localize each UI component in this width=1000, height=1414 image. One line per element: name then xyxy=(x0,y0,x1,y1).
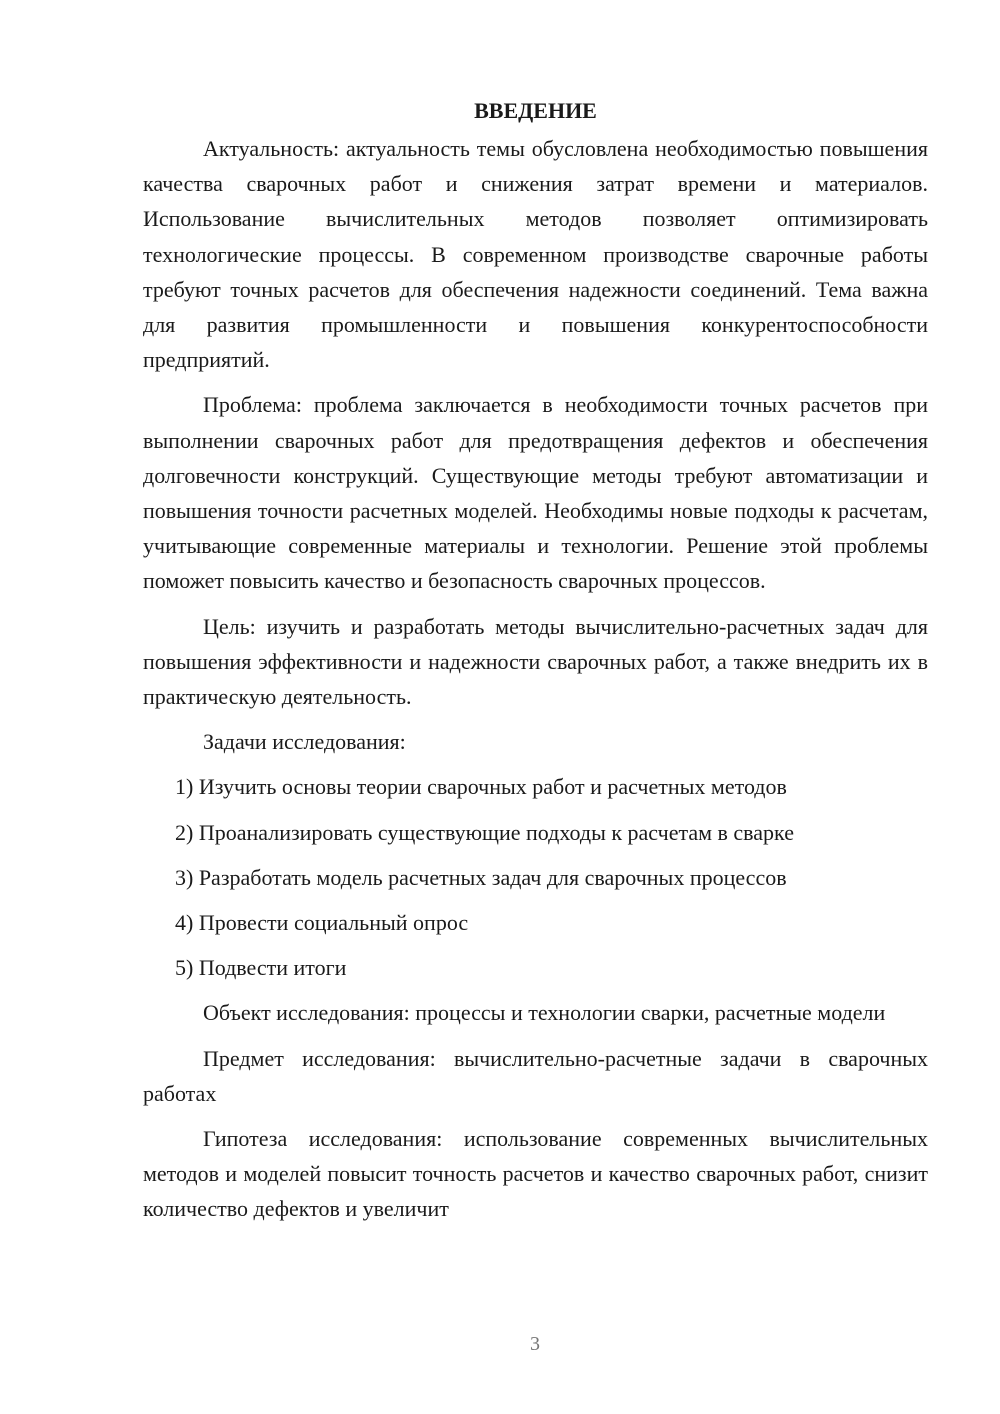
list-item: 5) Подвести итоги xyxy=(175,955,347,981)
page-number: 3 xyxy=(530,1333,540,1355)
section-title: ВВЕДЕНИЕ xyxy=(474,98,597,123)
tasks-list xyxy=(143,769,928,985)
paragraph-goal: Цель: изучить и разработать методы вычислительно-расчетных задач для повышения эффективности и надежности сварочных работ, а также внедрить их в практическую деятельность. xyxy=(143,613,928,710)
list-item: 3) Разработать модель расчетных задач для сварочных процессов xyxy=(175,864,787,890)
paragraph-relevance: Актуальность: актуальность темы обусловлена необходимостью повышения качества сварочных работ и снижения затрат времени и материалов. Использование вычислительных методов позволяет оптимизировать технологические процессы. В современном производстве сварочные работы требуют точных расчетов для обеспечения надежности соединений. Тема важна для развития промышленности и повышения конкурентоспособности предприятий. xyxy=(143,136,928,373)
list-item: 1) Изучить основы теории сварочных работ и расчетных методов xyxy=(175,774,787,800)
paragraph-problem: Проблема: проблема заключается в необходимости точных расчетов при выполнении сварочных работ для предотвращения дефектов и обеспечения долговечности конструкций. Существующие методы требуют автоматизации и повышения точности расчетных моделей. Необходимы новые подходы к расчетам, учитывающие современные материалы и технологии. Решение этой проблемы поможет повысить качество и безопасность сварочных процессов. xyxy=(143,392,928,594)
document-page xyxy=(143,93,928,1237)
paragraph-object: Объект исследования: процессы и технологии сварки, расчетные модели xyxy=(203,1000,886,1026)
paragraph-subject: Предмет исследования: вычислительно-расчетные задачи в сварочных работах xyxy=(143,1045,928,1106)
list-item: 2) Проанализировать существующие подходы к расчетам в сварке xyxy=(175,819,794,845)
tasks-heading: Задачи исследования: xyxy=(203,729,406,755)
list-item: 4) Провести социальный опрос xyxy=(175,910,469,936)
paragraph-hypothesis: Гипотеза исследования: использование современных вычислительных методов и моделей повысит точность расчетов и качество сварочных работ, снизит количество дефектов и увеличит xyxy=(143,1126,928,1222)
